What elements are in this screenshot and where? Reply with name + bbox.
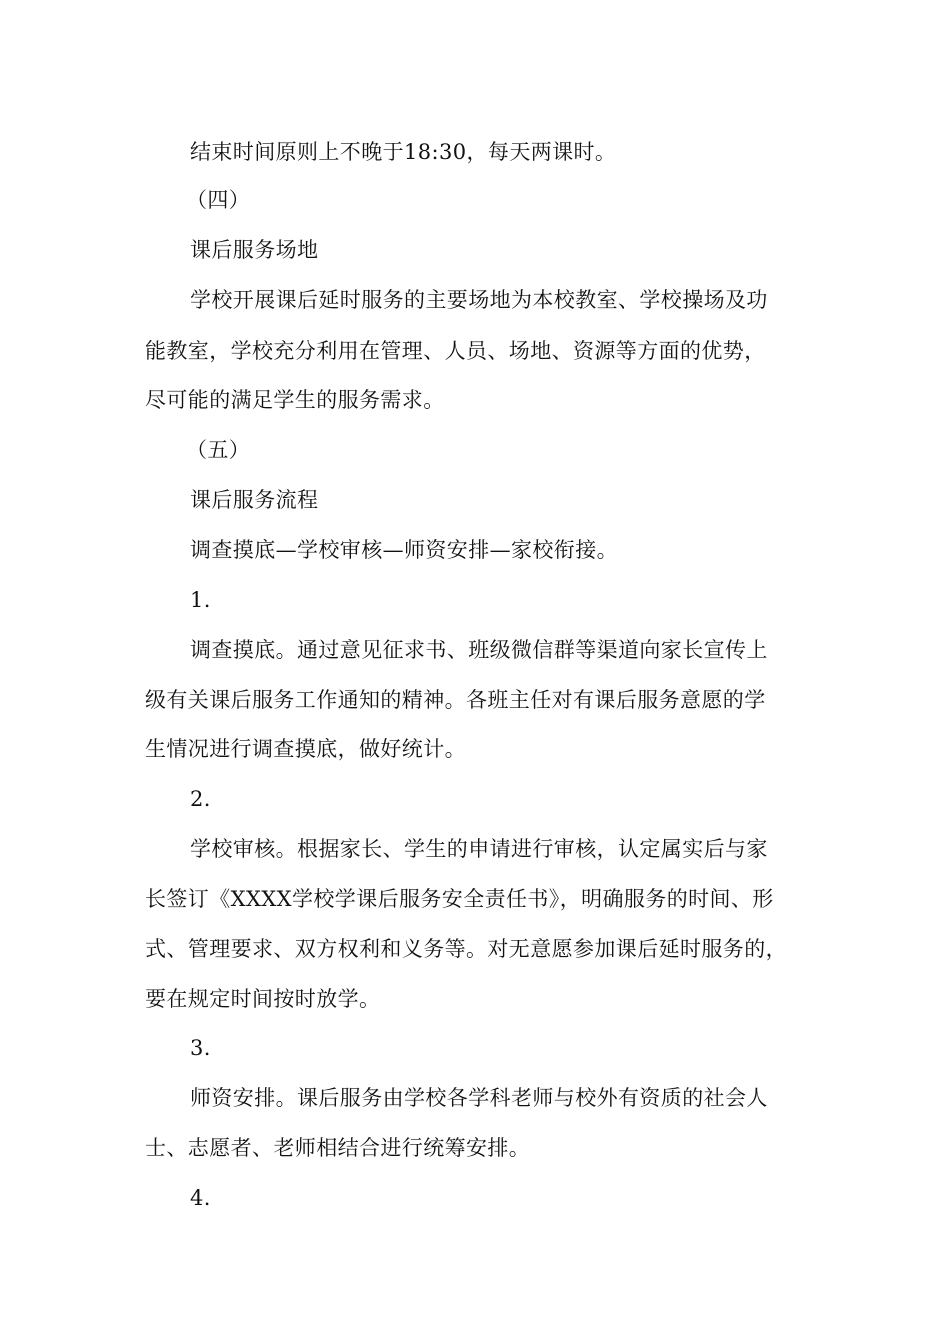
paragraph-line: 士、志愿者、老师相结合进行统筹安排。 <box>145 1136 531 1160</box>
list-number: 4. <box>190 1186 211 1210</box>
section-heading: 课后服务流程 <box>190 488 319 512</box>
paragraph-line: 级有关课后服务工作通知的精神。各班主任对有课后服务意愿的学 <box>145 688 766 712</box>
list-number: 1. <box>190 588 211 612</box>
paragraph-line: 长签订《XXXX学校学课后服务安全责任书》，明确服务的时间、形 <box>145 887 774 911</box>
paragraph-line: 尽可能的满足学生的服务需求。 <box>145 388 445 412</box>
paragraph-line: 师资安排。课后服务由学校各学科老师与校外有资质的社会人 <box>190 1086 768 1110</box>
paragraph-line: 生情况进行调查摸底，做好统计。 <box>145 737 466 761</box>
section-number: （五） <box>186 438 251 462</box>
section-number: （四） <box>186 188 251 212</box>
paragraph-line: 调查摸底。通过意见征求书、班级微信群等渠道向家长宣传上 <box>190 638 768 662</box>
paragraph-line: 学校审核。根据家长、学生的申请进行审核，认定属实后与家 <box>190 837 768 861</box>
paragraph-line: 要在规定时间按时放学。 <box>145 987 381 1011</box>
paragraph-line: 学校开展课后延时服务的主要场地为本校教室、学校操场及功 <box>190 288 768 312</box>
list-number: 2. <box>190 787 211 811</box>
paragraph-line: 调查摸底—学校审核—师资安排—家校衔接。 <box>190 538 618 562</box>
paragraph-line: 式、管理要求、双方权利和义务等。对无意愿参加课后延时服务的， <box>145 937 787 961</box>
list-number: 3. <box>190 1036 211 1060</box>
paragraph-line: 能教室，学校充分利用在管理、人员、场地、资源等方面的优势， <box>145 339 766 363</box>
section-heading: 课后服务场地 <box>190 238 319 262</box>
paragraph-line: 结束时间原则上不晚于18:30，每天两课时。 <box>190 140 617 164</box>
